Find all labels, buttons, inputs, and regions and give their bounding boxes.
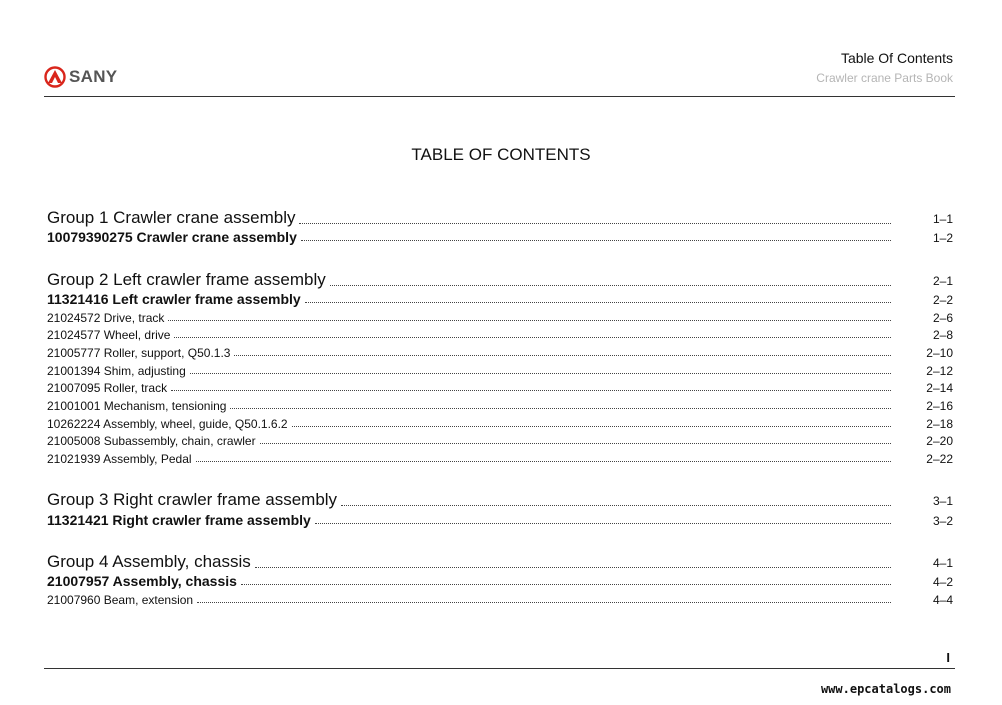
toc-leader-dots <box>171 389 891 391</box>
toc-entry[interactable] <box>47 364 953 378</box>
toc-leader-dots <box>197 601 891 603</box>
toc-entry-page: 1–1 <box>932 212 953 226</box>
toc-entry-page: 4–4 <box>932 593 953 607</box>
toc-entry-page: 3–2 <box>932 514 953 528</box>
footer-rule <box>44 668 955 669</box>
toc-entry-page: 2–6 <box>932 311 953 325</box>
toc-entry[interactable] <box>47 512 953 528</box>
toc-entry-page: 2–1 <box>932 274 953 288</box>
toc-entry-label: 10079390275 Crawler crane assembly <box>47 229 297 245</box>
toc-entry-page: 4–1 <box>932 556 953 570</box>
toc-entry-page: 1–2 <box>932 231 953 245</box>
toc-entry-label: 21005008 Subassembly, chain, crawler <box>47 434 256 448</box>
toc-entry[interactable] <box>47 208 953 228</box>
toc-leader-dots <box>190 372 891 374</box>
toc-entry-label: Group 1 Crawler crane assembly <box>47 208 296 227</box>
sany-logo <box>44 66 117 88</box>
toc-leader-dots <box>305 301 891 303</box>
toc-leader-dots <box>292 425 891 427</box>
toc-entry-label: 21001001 Mechanism, tensioning <box>47 399 227 413</box>
toc-entry[interactable] <box>47 270 953 290</box>
header-subtitle: Crawler crane Parts Book <box>816 71 953 85</box>
toc-entry-label: 21021939 Assembly, Pedal <box>47 452 192 466</box>
toc-entry-label: 11321421 Right crawler frame assembly <box>47 512 311 528</box>
toc-leader-dots <box>234 354 891 356</box>
toc-leader-dots <box>241 583 891 585</box>
toc-entry[interactable] <box>47 328 953 342</box>
toc-entry[interactable] <box>47 552 953 572</box>
toc-heading: TABLE OF CONTENTS <box>411 145 591 164</box>
toc-leader-dots <box>260 442 891 444</box>
toc-entry-page: 2–16 <box>926 399 953 413</box>
toc-entry-label: 21024572 Drive, track <box>47 311 165 325</box>
toc-entry-page: 2–20 <box>926 434 953 448</box>
toc-entry-page: 2–8 <box>932 328 953 342</box>
toc-entry-page: 2–22 <box>926 452 953 466</box>
toc-leader-dots <box>255 566 891 568</box>
toc-entry-label: 10262224 Assembly, wheel, guide, Q50.1.6.2 <box>47 417 288 431</box>
toc-entry[interactable] <box>47 346 953 360</box>
toc-entry-label: 21001394 Shim, adjusting <box>47 364 186 378</box>
toc-entry-page: 4–2 <box>932 575 953 589</box>
toc-leader-dots <box>301 239 891 241</box>
toc-entry[interactable] <box>47 452 953 466</box>
header-title: Table Of Contents <box>840 50 953 66</box>
toc-entry-label: 21007960 Beam, extension <box>47 593 194 607</box>
toc-leader-dots <box>341 504 891 506</box>
toc-entry-label: Group 2 Left crawler frame assembly <box>47 270 326 289</box>
toc-entry[interactable] <box>47 593 953 607</box>
sany-logo-icon <box>44 66 66 88</box>
toc-entry[interactable] <box>47 311 953 325</box>
toc-entry[interactable] <box>47 573 953 589</box>
toc-leader-dots <box>299 222 891 224</box>
toc-entry[interactable] <box>47 229 953 245</box>
toc-entry-label: 21005777 Roller, support, Q50.1.3 <box>47 346 231 360</box>
page-header <box>44 0 955 97</box>
toc-entry-page: 2–10 <box>926 346 953 360</box>
logo-text: SANY <box>69 67 118 86</box>
toc-entry-page: 2–18 <box>926 417 953 431</box>
toc-entry[interactable] <box>47 291 953 307</box>
toc-leader-dots <box>230 407 891 409</box>
toc-entry-page: 2–14 <box>926 381 953 395</box>
toc-entry[interactable] <box>47 381 953 395</box>
toc-entry-page: 2–12 <box>926 364 953 378</box>
toc-entry[interactable] <box>47 417 953 431</box>
toc-leader-dots <box>174 336 891 338</box>
toc-leader-dots <box>315 522 891 524</box>
toc-entry[interactable] <box>47 399 953 413</box>
toc-entry-label: Group 3 Right crawler frame assembly <box>47 490 338 509</box>
toc-entry-page: 3–1 <box>932 494 953 508</box>
toc-leader-dots <box>330 284 891 286</box>
toc-entry-label: 21024577 Wheel, drive <box>47 328 171 342</box>
toc-entry[interactable] <box>47 490 953 510</box>
toc-leader-dots <box>196 460 891 462</box>
toc-leader-dots <box>168 319 891 321</box>
website-watermark: www.epcatalogs.com <box>820 682 951 696</box>
toc-entry[interactable] <box>47 434 953 448</box>
toc-entry-label: 21007095 Roller, track <box>47 381 168 395</box>
page-number: I <box>946 650 950 665</box>
toc-entry-label: 21007957 Assembly, chassis <box>47 573 237 589</box>
toc-entry-label: 11321416 Left crawler frame assembly <box>47 291 301 307</box>
toc-entry-page: 2–2 <box>932 293 953 307</box>
toc-entry-label: Group 4 Assembly, chassis <box>47 552 251 571</box>
